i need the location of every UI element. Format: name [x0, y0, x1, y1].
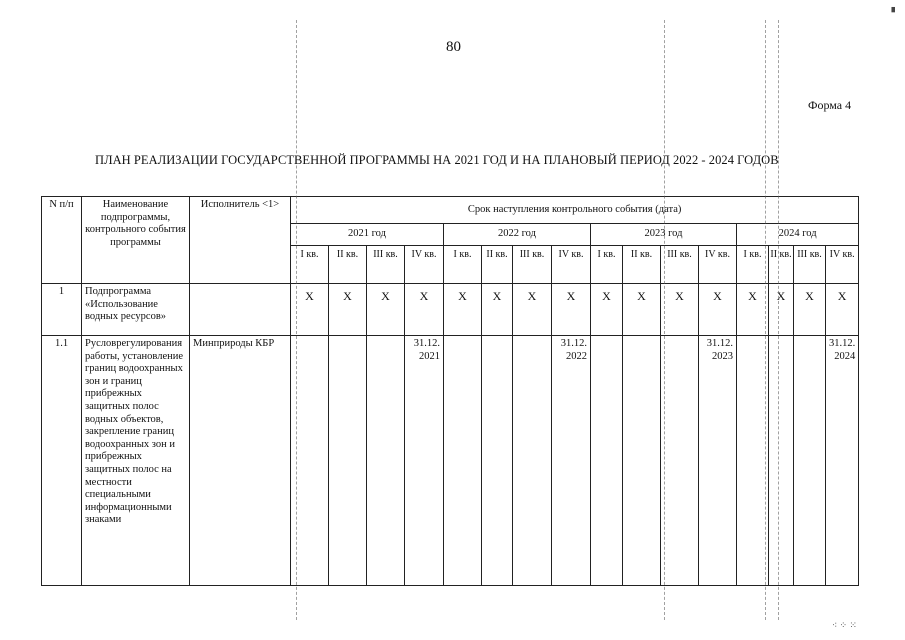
scan-artifact-line [664, 20, 665, 620]
header-executor: Исполнитель <1> [190, 197, 291, 284]
header-quarter: III кв. [513, 246, 552, 284]
row-cell: X [661, 284, 699, 336]
row-cell [661, 336, 699, 586]
header-quarter: IV кв. [405, 246, 444, 284]
header-quarter: II кв. [329, 246, 367, 284]
row-cell: X [513, 284, 552, 336]
header-num: N п/п [42, 197, 82, 284]
header-quarter: I кв. [591, 246, 623, 284]
row-cell: 31.12. 2022 [552, 336, 591, 586]
row-cell [513, 336, 552, 586]
scan-artifact-line [296, 20, 297, 620]
scan-artifact-line [765, 20, 766, 620]
scan-artifact-line [778, 20, 779, 620]
row-num: 1 [42, 284, 82, 336]
row-executor [190, 284, 291, 336]
row-cell: X [291, 284, 329, 336]
header-quarter: III кв. [661, 246, 699, 284]
row-cell [769, 336, 794, 586]
header-quarter: IV кв. [552, 246, 591, 284]
header-quarter: I кв. [444, 246, 482, 284]
header-quarter: I кв. [737, 246, 769, 284]
row-cell [794, 336, 826, 586]
row-cell: X [699, 284, 737, 336]
header-year: 2023 год [591, 224, 737, 246]
header-quarter: III кв. [794, 246, 826, 284]
row-cell: 31.12. 2023 [699, 336, 737, 586]
header-year: 2024 год [737, 224, 859, 246]
header-year: 2022 год [444, 224, 591, 246]
scan-artifact-mark: ⁖ ⁘ ⁙ [832, 620, 857, 630]
row-cell: X [769, 284, 794, 336]
row-cell: X [329, 284, 367, 336]
header-quarter: III кв. [367, 246, 405, 284]
row-cell: 31.12. 2024 [826, 336, 859, 586]
row-cell: X [794, 284, 826, 336]
page-number: 80 [446, 39, 461, 55]
row-cell: X [405, 284, 444, 336]
scan-artifact-mark: ▗ [888, 2, 895, 12]
row-name: Подпрограмма «Использование водных ресурсов» [82, 284, 190, 336]
row-cell [737, 336, 769, 586]
header-quarter: IV кв. [699, 246, 737, 284]
table-row [42, 284, 859, 336]
header-quarter: II кв. [623, 246, 661, 284]
row-cell: X [591, 284, 623, 336]
row-cell: X [826, 284, 859, 336]
row-cell: X [367, 284, 405, 336]
form-label: Форма 4 [808, 98, 852, 112]
header-quarter: II кв. [482, 246, 513, 284]
header-deadline: Срок наступления контрольного события (дата) [291, 197, 859, 224]
row-cell: 31.12. 2021 [405, 336, 444, 586]
row-cell [482, 336, 513, 586]
row-cell: X [482, 284, 513, 336]
row-cell [329, 336, 367, 586]
row-executor: Минприроды КБР [190, 336, 291, 586]
row-cell [444, 336, 482, 586]
row-name: Русловрегулирования работы, установление границ водоохранных зон и границ прибрежных защитных полос водных объектов, закрепление границ водоохранных зон и прибрежных защитных полос на местности специальными информационными знаками [82, 336, 190, 586]
row-cell [623, 336, 661, 586]
row-cell: X [623, 284, 661, 336]
row-cell [591, 336, 623, 586]
document-title: ПЛАН РЕАЛИЗАЦИИ ГОСУДАРСТВЕННОЙ ПРОГРАММЫ НА 2021 ГОД И НА ПЛАНОВЫЙ ПЕРИОД 2022 - 2024 ГОДОВ [95, 153, 779, 167]
table-row [42, 336, 859, 586]
header-year: 2021 год [291, 224, 444, 246]
row-cell: X [552, 284, 591, 336]
row-num: 1.1 [42, 336, 82, 586]
header-quarter: IV кв. [826, 246, 859, 284]
row-cell [367, 336, 405, 586]
row-cell: X [737, 284, 769, 336]
row-cell: X [444, 284, 482, 336]
header-quarter: I кв. [291, 246, 329, 284]
plan-table [41, 196, 859, 586]
header-quarter: II кв. [769, 246, 794, 284]
header-name: Наименование подпрограммы, контрольного события программы [82, 197, 190, 284]
